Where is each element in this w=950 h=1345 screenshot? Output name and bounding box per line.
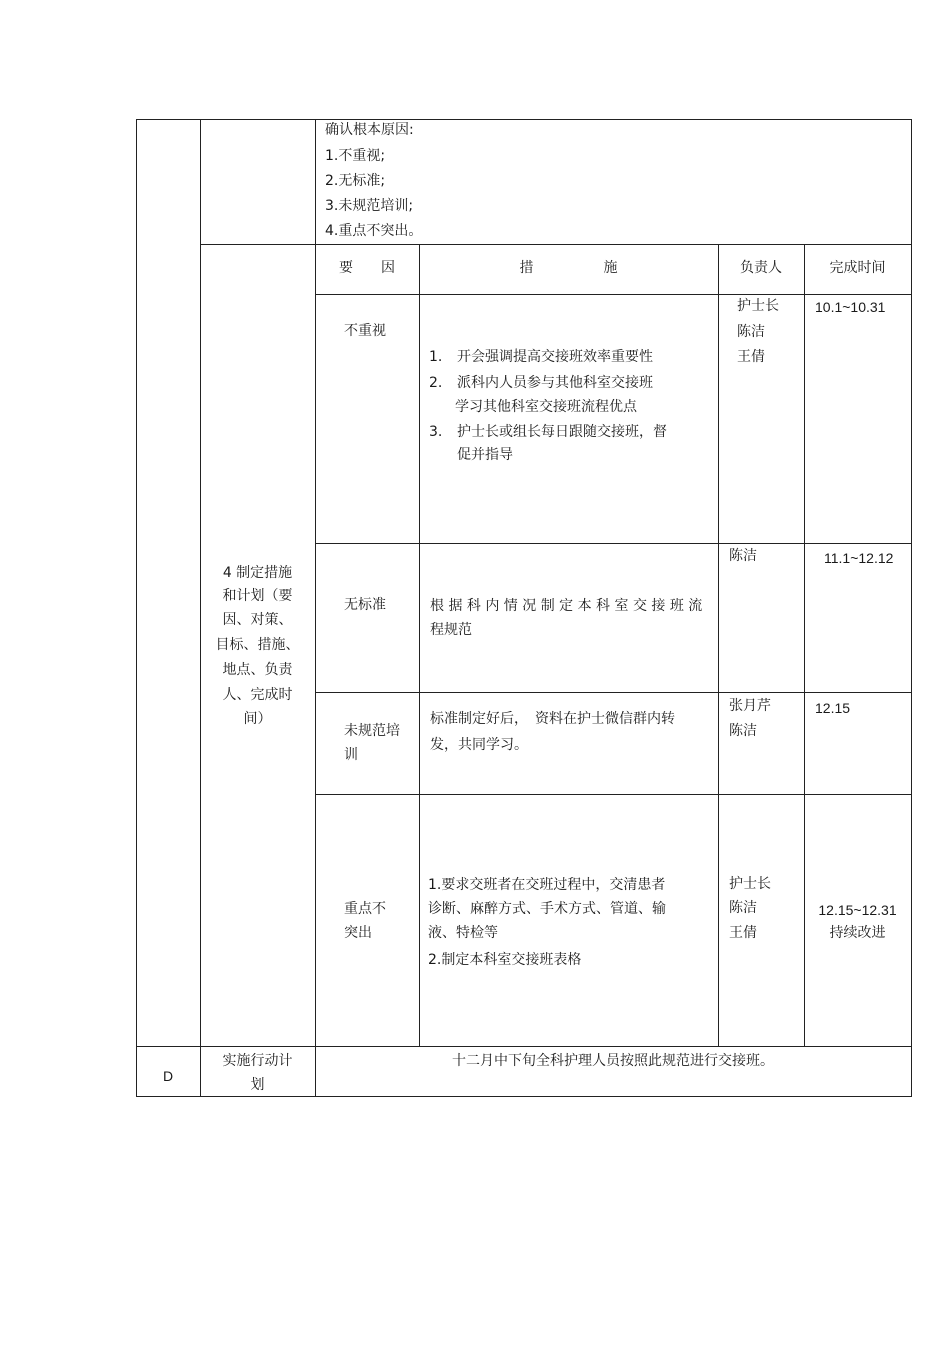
table-right-border [911, 119, 912, 1096]
cause-col-line [419, 244, 420, 1046]
do-step-label: 划 [250, 1077, 265, 1093]
root-cause-item: 1.不重视; [325, 148, 386, 164]
root-cause-item: 4.重点不突出。 [325, 223, 423, 239]
row-time: 10.1~10.31 [815, 299, 886, 315]
row-measure-line: 根 据 科 内 情 况 制 定 本 科 室 交 接 班 流 [430, 598, 703, 614]
row-owner: 王倩 [737, 349, 765, 365]
root-cause-item: 2.无标准; [325, 173, 386, 189]
header-time: 完成时间 [829, 260, 886, 276]
row-cause: 突出 [344, 925, 372, 941]
row-owner: 王倩 [729, 925, 757, 941]
row-time: 12.15~12.31 [818, 902, 897, 918]
do-step-label: 实施行动计 [222, 1053, 293, 1069]
do-content: 十二月中下旬全科护理人员按照此规范进行交接班。 [452, 1053, 774, 1069]
header-measure: 措 施 [519, 260, 618, 276]
row-cause: 训 [344, 747, 358, 763]
row-owner: 陈洁 [729, 548, 757, 564]
measure-col-line [718, 244, 719, 1046]
measure-item-text: 开会强调提高交接班效率重要性 [457, 349, 653, 365]
row3-bottom-line [315, 794, 912, 795]
row-owner: 陈洁 [729, 723, 757, 739]
step-label-line: 人、完成时 [222, 687, 293, 703]
row-time: 12.15 [815, 700, 851, 716]
root-cause-item: 3.未规范培训; [325, 198, 414, 214]
measure-item-number: 3. [429, 424, 443, 440]
row-owner: 张月芹 [729, 698, 771, 714]
row-cause: 不重视 [344, 323, 386, 339]
row-cause: 无标准 [344, 597, 386, 613]
root-cause-bottom-line [200, 244, 912, 245]
measure-item-text: 学习其他科室交接班流程优点 [455, 399, 637, 415]
row1-bottom-line [315, 543, 912, 544]
root-cause-heading: 确认根本原因: [325, 122, 414, 138]
header-owner: 负责人 [740, 260, 782, 276]
row-owner: 陈洁 [737, 324, 765, 340]
row-time: 持续改进 [829, 925, 886, 941]
row-measure-line: 诊断、麻醉方式、手术方式、管道、输 [428, 901, 666, 917]
row-owner: 陈洁 [729, 900, 757, 916]
step-label-line: 地点、负责 [222, 662, 293, 678]
table-top-border [136, 119, 912, 120]
row-measure-line: 发，共同学习。 [430, 737, 528, 753]
row-measure-line: 液、特检等 [428, 925, 498, 941]
table-left-border [136, 119, 137, 1096]
row-cause: 未规范培 [344, 723, 400, 739]
step-label-line: 4 制定措施 [222, 565, 293, 581]
row2-bottom-line [315, 692, 912, 693]
row-owner: 护士长 [729, 876, 771, 892]
measure-item-text: 派科内人员参与其他科室交接班 [457, 375, 653, 391]
step-label-line: 目标、措施、 [215, 637, 300, 653]
measure-item-text: 护士长或组长每日跟随交接班，督 [457, 424, 667, 440]
row-measure-line: 程规范 [430, 622, 472, 638]
row-measure-line: 2.制定本科室交接班表格 [428, 952, 582, 968]
measure-item-number: 1. [429, 349, 443, 365]
header-cause: 要 因 [339, 260, 395, 276]
measure-item-text: 促并指导 [457, 447, 513, 463]
row-measure-line: 标准制定好后， 资料在护士微信群内转 [430, 711, 675, 727]
step-label-line: 和计划（要 [222, 588, 293, 604]
step-label-line: 间） [243, 711, 272, 727]
plan-bottom-line [136, 1046, 912, 1047]
row-measure-line: 1.要求交班者在交班过程中，交清患者 [428, 877, 666, 893]
phase-label: D [162, 1068, 174, 1084]
row-owner: 护士长 [737, 298, 779, 314]
row-cause: 重点不 [344, 901, 386, 917]
row-time: 11.1~12.12 [824, 550, 894, 566]
measure-item-number: 2. [429, 375, 443, 391]
step-label-line: 因、对策、 [222, 612, 293, 628]
